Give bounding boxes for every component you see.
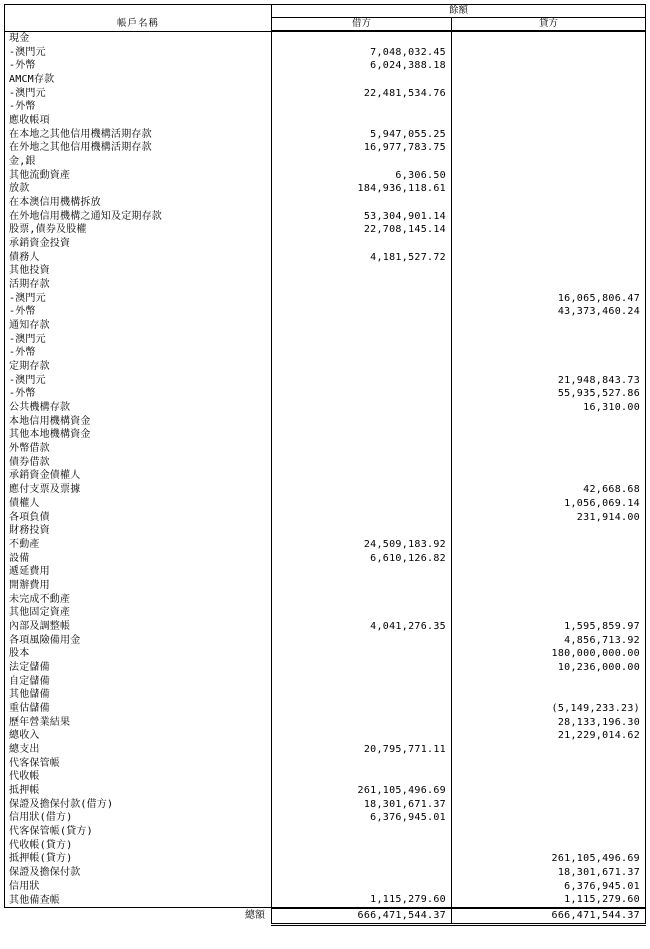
debit-cell	[272, 825, 452, 839]
table-row	[5, 634, 646, 648]
table-row	[5, 401, 646, 415]
debit-cell: 184,936,118.61	[272, 182, 452, 196]
account-name-cell: 代客保管帳	[5, 757, 272, 771]
table-row	[5, 839, 646, 853]
credit-cell	[452, 196, 646, 210]
table-row	[5, 825, 646, 839]
account-name-cell: 通知存款	[5, 319, 272, 333]
debit-cell: 18,301,671.37	[272, 798, 452, 812]
debit-cell	[272, 866, 452, 880]
debit-cell	[272, 292, 452, 306]
balance-header: 餘額	[272, 5, 646, 18]
account-name-cell: 代客保管帳(貸方)	[5, 825, 272, 839]
credit-cell: 231,914.00	[452, 511, 646, 525]
debit-cell: 24,509,183.92	[272, 538, 452, 552]
debit-cell	[272, 31, 452, 46]
debit-cell	[272, 196, 452, 210]
ledger-body	[5, 31, 646, 908]
credit-cell	[452, 770, 646, 784]
debit-cell	[272, 880, 452, 894]
account-name-cell: 承銷資金投資	[5, 237, 272, 251]
account-name-cell: -外幣	[5, 305, 272, 319]
debit-cell	[272, 428, 452, 442]
debit-cell	[272, 839, 452, 853]
totals-debit: 666,471,544.37	[272, 908, 452, 925]
credit-cell	[452, 442, 646, 456]
credit-cell	[452, 839, 646, 853]
debit-cell	[272, 415, 452, 429]
account-name-cell: 金,銀	[5, 155, 272, 169]
account-name-cell: 重估儲備	[5, 702, 272, 716]
credit-cell	[452, 688, 646, 702]
table-row	[5, 442, 646, 456]
account-name-cell: -澳門元	[5, 333, 272, 347]
account-name-cell: -澳門元	[5, 87, 272, 101]
credit-cell: 55,935,527.86	[452, 387, 646, 401]
table-row	[5, 128, 646, 142]
account-name-cell: 活期存款	[5, 278, 272, 292]
table-row	[5, 155, 646, 169]
debit-cell	[272, 729, 452, 743]
table-row	[5, 346, 646, 360]
table-row	[5, 893, 646, 908]
debit-cell	[272, 401, 452, 415]
credit-cell	[452, 87, 646, 101]
table-row	[5, 360, 646, 374]
table-row	[5, 210, 646, 224]
table-row	[5, 456, 646, 470]
table-row	[5, 237, 646, 251]
debit-cell: 7,048,032.45	[272, 46, 452, 60]
table-row	[5, 223, 646, 237]
debit-cell: 22,708,145.14	[272, 223, 452, 237]
table-row	[5, 141, 646, 155]
debit-cell	[272, 73, 452, 87]
table-row	[5, 305, 646, 319]
credit-cell: 21,948,843.73	[452, 374, 646, 388]
debit-cell: 4,181,527.72	[272, 251, 452, 265]
debit-cell: 6,306.50	[272, 169, 452, 183]
account-name-cell: 承銷資金債權人	[5, 469, 272, 483]
debit-cell	[272, 852, 452, 866]
account-name-cell: -外幣	[5, 387, 272, 401]
credit-cell	[452, 593, 646, 607]
debit-cell: 6,024,388.18	[272, 59, 452, 73]
debit-cell	[272, 346, 452, 360]
debit-cell	[272, 278, 452, 292]
credit-cell	[452, 169, 646, 183]
credit-cell	[452, 59, 646, 73]
credit-cell	[452, 141, 646, 155]
table-row	[5, 73, 646, 87]
table-row	[5, 31, 646, 46]
table-row	[5, 264, 646, 278]
account-name-cell: 總收入	[5, 729, 272, 743]
credit-cell: 21,229,014.62	[452, 729, 646, 743]
account-name-cell: 債權人	[5, 497, 272, 511]
totals-row	[5, 908, 646, 925]
table-row	[5, 497, 646, 511]
credit-cell	[452, 264, 646, 278]
table-row	[5, 278, 646, 292]
credit-cell	[452, 811, 646, 825]
table-row	[5, 333, 646, 347]
table-row	[5, 469, 646, 483]
table-row	[5, 538, 646, 552]
credit-cell	[452, 210, 646, 224]
table-row	[5, 565, 646, 579]
debit-cell	[272, 456, 452, 470]
table-row	[5, 606, 646, 620]
account-name-cell: 在外地信用機構之通知及定期存款	[5, 210, 272, 224]
credit-cell: 4,856,713.92	[452, 634, 646, 648]
table-row	[5, 647, 646, 661]
credit-cell	[452, 538, 646, 552]
debit-cell: 5,947,055.25	[272, 128, 452, 142]
table-row	[5, 552, 646, 566]
table-row	[5, 483, 646, 497]
credit-cell	[452, 31, 646, 46]
debit-cell	[272, 483, 452, 497]
credit-cell: 42,668.68	[452, 483, 646, 497]
table-row	[5, 811, 646, 825]
debit-cell	[272, 606, 452, 620]
account-name-cell: 現金	[5, 31, 272, 46]
credit-cell	[452, 428, 646, 442]
credit-cell	[452, 128, 646, 142]
account-name-cell: 設備	[5, 552, 272, 566]
credit-cell	[452, 757, 646, 771]
credit-cell	[452, 743, 646, 757]
credit-cell	[452, 333, 646, 347]
credit-cell	[452, 100, 646, 114]
debit-cell	[272, 469, 452, 483]
table-row	[5, 59, 646, 73]
credit-cell	[452, 46, 646, 60]
debit-cell	[272, 387, 452, 401]
account-name-cell: 其他投資	[5, 264, 272, 278]
credit-cell	[452, 469, 646, 483]
account-name-cell: -外幣	[5, 59, 272, 73]
account-name-cell: 放款	[5, 182, 272, 196]
account-name-cell: 其他流動資產	[5, 169, 272, 183]
table-row	[5, 169, 646, 183]
debit-cell	[272, 770, 452, 784]
account-name-cell: 歷年營業結果	[5, 716, 272, 730]
table-row	[5, 46, 646, 60]
credit-cell: 180,000,000.00	[452, 647, 646, 661]
account-name-cell: 其他儲備	[5, 688, 272, 702]
debit-cell	[272, 634, 452, 648]
account-name-cell: 在本地之其他信用機構活期存款	[5, 128, 272, 142]
credit-cell	[452, 456, 646, 470]
account-name-cell: 股本	[5, 647, 272, 661]
debit-cell	[272, 264, 452, 278]
credit-cell	[452, 579, 646, 593]
account-name-cell: 股票,債券及股權	[5, 223, 272, 237]
table-row	[5, 661, 646, 675]
credit-cell: 28,133,196.30	[452, 716, 646, 730]
account-name-cell: 外幣借款	[5, 442, 272, 456]
account-name-cell: 定期存款	[5, 360, 272, 374]
debit-cell: 22,481,534.76	[272, 87, 452, 101]
account-name-cell: 抵押帳	[5, 784, 272, 798]
table-row	[5, 620, 646, 634]
debit-cell: 261,105,496.69	[272, 784, 452, 798]
table-row	[5, 196, 646, 210]
table-row	[5, 743, 646, 757]
account-name-cell: 代收帳	[5, 770, 272, 784]
account-name-cell: 法定儲備	[5, 661, 272, 675]
table-row	[5, 729, 646, 743]
table-row	[5, 428, 646, 442]
debit-cell	[272, 716, 452, 730]
debit-cell	[272, 319, 452, 333]
credit-cell: 1,056,069.14	[452, 497, 646, 511]
table-row	[5, 415, 646, 429]
debit-cell	[272, 442, 452, 456]
credit-cell	[452, 73, 646, 87]
account-name-header: 帳戶名稱	[5, 5, 272, 32]
account-name-cell: 在本澳信用機構拆放	[5, 196, 272, 210]
credit-cell	[452, 825, 646, 839]
credit-cell	[452, 798, 646, 812]
debit-cell	[272, 593, 452, 607]
account-name-cell: AMCM存款	[5, 73, 272, 87]
debit-cell	[272, 647, 452, 661]
credit-cell	[452, 182, 646, 196]
table-row	[5, 511, 646, 525]
trial-balance-table	[4, 4, 646, 926]
credit-cell: 1,595,859.97	[452, 620, 646, 634]
account-name-cell: 各項負債	[5, 511, 272, 525]
account-name-cell: 應付支票及票據	[5, 483, 272, 497]
debit-cell	[272, 661, 452, 675]
debit-cell	[272, 155, 452, 169]
table-row	[5, 688, 646, 702]
credit-cell: 16,065,806.47	[452, 292, 646, 306]
account-name-cell: 信用狀(借方)	[5, 811, 272, 825]
table-row	[5, 702, 646, 716]
credit-cell: 43,373,460.24	[452, 305, 646, 319]
table-row	[5, 866, 646, 880]
debit-cell	[272, 333, 452, 347]
credit-cell: 261,105,496.69	[452, 852, 646, 866]
table-row	[5, 852, 646, 866]
table-row	[5, 675, 646, 689]
debit-cell	[272, 305, 452, 319]
credit-cell	[452, 524, 646, 538]
account-name-cell: 代收帳(貸方)	[5, 839, 272, 853]
debit-cell	[272, 702, 452, 716]
account-name-cell: 保證及擔保付款	[5, 866, 272, 880]
credit-cell: 18,301,671.37	[452, 866, 646, 880]
credit-cell	[452, 278, 646, 292]
account-name-cell: 其他本地機構資金	[5, 428, 272, 442]
account-name-cell: 不動產	[5, 538, 272, 552]
credit-cell	[452, 565, 646, 579]
account-name-cell: 公共機構存款	[5, 401, 272, 415]
debit-cell	[272, 757, 452, 771]
totals-label: 總額	[5, 908, 272, 925]
account-name-cell: 財務投資	[5, 524, 272, 538]
debit-cell: 4,041,276.35	[272, 620, 452, 634]
credit-cell	[452, 552, 646, 566]
account-name-cell: 遞延費用	[5, 565, 272, 579]
account-name-cell: 其他固定資產	[5, 606, 272, 620]
table-row	[5, 292, 646, 306]
credit-cell	[452, 360, 646, 374]
credit-cell	[452, 155, 646, 169]
account-name-cell: 開辦費用	[5, 579, 272, 593]
table-row	[5, 374, 646, 388]
table-row	[5, 251, 646, 265]
account-name-cell: 未完成不動產	[5, 593, 272, 607]
credit-header: 貸方	[452, 18, 646, 32]
credit-cell	[452, 675, 646, 689]
account-name-cell: 本地信用機構資金	[5, 415, 272, 429]
credit-cell	[452, 319, 646, 333]
account-name-cell: -澳門元	[5, 292, 272, 306]
debit-cell: 16,977,783.75	[272, 141, 452, 155]
credit-cell: (5,149,233.23)	[452, 702, 646, 716]
credit-cell	[452, 223, 646, 237]
account-name-cell: 其他備查帳	[5, 893, 272, 908]
debit-cell	[272, 511, 452, 525]
totals-credit: 666,471,544.37	[452, 908, 646, 925]
account-name-cell: -澳門元	[5, 46, 272, 60]
account-name-cell: 信用狀	[5, 880, 272, 894]
table-row	[5, 182, 646, 196]
table-row	[5, 524, 646, 538]
account-name-cell: 自定儲備	[5, 675, 272, 689]
account-name-cell: 在外地之其他信用機構活期存款	[5, 141, 272, 155]
account-name-cell: 總支出	[5, 743, 272, 757]
debit-cell	[272, 524, 452, 538]
debit-cell: 1,115,279.60	[272, 893, 452, 908]
table-row	[5, 880, 646, 894]
debit-cell	[272, 688, 452, 702]
table-row	[5, 387, 646, 401]
debit-cell	[272, 114, 452, 128]
credit-cell	[452, 114, 646, 128]
table-row	[5, 100, 646, 114]
debit-cell	[272, 360, 452, 374]
credit-cell	[452, 251, 646, 265]
credit-cell: 10,236,000.00	[452, 661, 646, 675]
credit-cell: 16,310.00	[452, 401, 646, 415]
account-name-cell: -澳門元	[5, 374, 272, 388]
account-name-cell: -外幣	[5, 346, 272, 360]
account-name-cell: 抵押帳(貸方)	[5, 852, 272, 866]
debit-cell: 6,610,126.82	[272, 552, 452, 566]
account-name-cell: -外幣	[5, 100, 272, 114]
table-row	[5, 579, 646, 593]
account-name-cell: 各項風險備用金	[5, 634, 272, 648]
account-name-cell: 應收帳項	[5, 114, 272, 128]
debit-cell	[272, 497, 452, 511]
credit-cell: 6,376,945.01	[452, 880, 646, 894]
debit-header: 借方	[272, 18, 452, 32]
account-name-cell: 內部及調整帳	[5, 620, 272, 634]
credit-cell	[452, 346, 646, 360]
account-name-cell: 債券借款	[5, 456, 272, 470]
table-row	[5, 716, 646, 730]
account-name-cell: 保證及擔保付款(借方)	[5, 798, 272, 812]
debit-cell: 20,795,771.11	[272, 743, 452, 757]
credit-cell	[452, 415, 646, 429]
table-row	[5, 319, 646, 333]
table-row	[5, 798, 646, 812]
account-name-cell: 債務人	[5, 251, 272, 265]
debit-cell	[272, 675, 452, 689]
credit-cell	[452, 784, 646, 798]
credit-cell	[452, 606, 646, 620]
debit-cell: 6,376,945.01	[272, 811, 452, 825]
debit-cell	[272, 237, 452, 251]
debit-cell	[272, 579, 452, 593]
debit-cell	[272, 374, 452, 388]
table-row	[5, 87, 646, 101]
table-row	[5, 114, 646, 128]
table-row	[5, 757, 646, 771]
table-row	[5, 593, 646, 607]
table-row	[5, 784, 646, 798]
credit-cell: 1,115,279.60	[452, 893, 646, 908]
debit-cell	[272, 565, 452, 579]
debit-cell: 53,304,901.14	[272, 210, 452, 224]
table-row	[5, 770, 646, 784]
debit-cell	[272, 100, 452, 114]
credit-cell	[452, 237, 646, 251]
